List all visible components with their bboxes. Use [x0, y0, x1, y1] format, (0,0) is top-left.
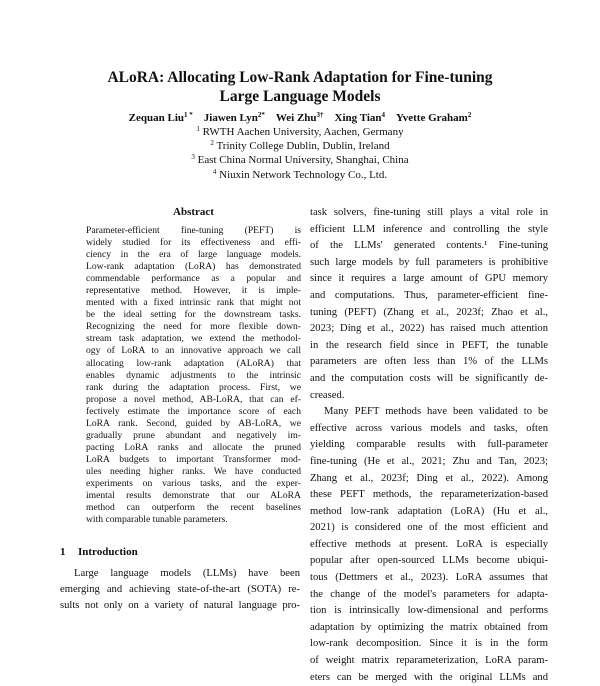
abstract-body: [86, 225, 301, 526]
abstract-line: mented with a fixed intrinsic rank that might not: [86, 297, 301, 309]
right-column-line: tion is intrinsically low-dimensional and performs: [310, 605, 548, 617]
right-column-line: tous (Dettmers et al., 2023). LoRA assumes that: [310, 572, 548, 584]
abstract-line: ules needing higher ranks. We have conducted: [86, 465, 301, 477]
right-column-line: the change of the model's parameters for adapta-: [310, 588, 548, 600]
abstract-line: widely studied for its effectiveness and effi-: [86, 237, 301, 249]
affiliation: [60, 168, 540, 182]
right-column-line: efficient LLM inference and controlling the style: [310, 223, 548, 235]
author-affiliation-mark: 2*: [257, 111, 265, 119]
abstract-line: with comparable tunable parameters.: [86, 514, 228, 526]
section-number: 1: [60, 546, 66, 558]
right-column-line: fine-tuning (He et al., 2021; Zhu and Tan, 2023;: [310, 455, 548, 467]
affiliation-text: RWTH Aachen University, Aachen, Germany: [199, 126, 404, 138]
right-column-line: effective across various models and tasks, often: [310, 422, 548, 434]
title-line: ALoRA: Allocating Low-Rank Adaptation for Fine-tuning: [107, 69, 493, 86]
abstract-line: representative method. However, it is imple-: [86, 285, 301, 297]
affiliation-mark: 2: [210, 139, 214, 148]
right-column-line: low-rank decomposition. Since it is in the form: [310, 638, 548, 650]
abstract-line: imental results demonstrate that our ALoRA: [86, 490, 301, 502]
abstract-line: be the ideal setting for the downstream tasks.: [86, 309, 301, 321]
affiliation: [60, 153, 540, 167]
right-column-line: these PEFT methods, the reparameterization-based: [310, 489, 548, 501]
affiliation-text: East China Normal University, Shanghai, China: [194, 154, 409, 167]
right-column-line: popular after open-sourced LLMs become ubiqui-: [310, 555, 548, 567]
author: [396, 112, 471, 124]
right-column-line: of the LLMs' generated contents.¹ Fine-tuning: [310, 240, 548, 252]
author-name: Wei Zhu: [275, 112, 317, 124]
right-column-line: 2021) is considered one of the most efficient and: [310, 522, 548, 534]
affiliation-mark: 3: [191, 153, 195, 162]
abstract-line: ciency in the era of large language models.: [86, 249, 301, 261]
author: [204, 112, 265, 124]
abstract-line: fectively estimate the importance score of each: [86, 405, 301, 417]
abstract-line: method can outperform the recent baselines: [86, 502, 301, 514]
right-column-line: 2023; Ding et al., 2022) has raised much attention: [310, 323, 548, 335]
author-affiliation-mark: 3†: [316, 111, 324, 119]
affiliation: [60, 139, 540, 153]
abstract-line: LoRA budgets to important Transformer mod-: [86, 453, 301, 465]
right-column-line: yielding comparable results with full-parameter: [310, 439, 548, 451]
abstract-line: allocating low-rank adaptation (ALoRA) that: [86, 357, 301, 369]
affiliation-text: Niuxin Network Technology Co., Ltd.: [216, 168, 388, 181]
abstract-line: enables dynamic adjustments to the intrinsic: [86, 369, 301, 381]
right-column-line: and computations. Thus, parameter-efficient fine-: [310, 289, 548, 301]
author: [276, 112, 324, 124]
affiliation-mark: 1: [196, 125, 200, 133]
abstract-line: Recognizing the need for more flexible down-: [86, 321, 301, 333]
right-column-line: Many PEFT methods have been validated to be: [324, 406, 548, 418]
abstract-line: rank during the adaptation process. First, we: [86, 381, 301, 393]
title-line: Large Language Models: [219, 88, 381, 105]
author-affiliation-mark: 2: [467, 111, 472, 119]
right-column-line: task solvers, fine-tuning still plays a vital role in: [310, 207, 548, 218]
right-column-line: creased.: [310, 389, 345, 401]
right-column-text: [310, 205, 548, 686]
right-column-line: since it requires a large amount of GPU memory: [310, 273, 548, 285]
right-column-line: effective methods at present. LoRA is especially: [310, 538, 548, 550]
abstract-line: ogy of LoRA to an innovative approach we call: [86, 345, 301, 357]
abstract-line: propose a novel method, AB-LoRA, that can ef-: [86, 393, 301, 405]
author-name: Jiawen Lyn: [203, 112, 258, 124]
right-column-line: and the computation costs will be significantly de-: [310, 372, 548, 384]
intro-line: sults not only on a variety of natural language pro-: [60, 600, 300, 612]
author-affiliation-mark: 1 *: [184, 111, 193, 119]
abstract-line: LoRA rank. Second, guided by AB-LoRA, we: [86, 417, 301, 429]
right-column-line: method low-rank adaptation (LoRA) (Hu et al.,: [310, 505, 548, 517]
abstract-line: Low-rank adaptation (LoRA) has demonstrated: [86, 261, 301, 273]
right-column-line: adaptation by optimizing the matrix obtained from: [310, 621, 548, 633]
right-column-line: eters can be merged with the original LLMs and: [310, 671, 548, 683]
abstract-line: stream task adaptation, we extend the methodol-: [86, 333, 301, 345]
right-column-line: such large models by full parameters is prohibitive: [310, 256, 548, 268]
paragraph: [310, 205, 548, 404]
right-column-line: of weight matrix reparameterization, LoRA param-: [310, 655, 548, 667]
intro-line: Large language models (LLMs) have been: [74, 568, 300, 579]
affiliation-list: [60, 125, 540, 182]
author-list: [60, 111, 540, 125]
intro-line: emerging and achieving state-of-the-art (SOTA) re-: [60, 584, 300, 596]
section-heading-introduction: [60, 545, 300, 559]
abstract-line: experiments on various tasks, and the exper-: [86, 477, 301, 489]
abstract-line: Parameter-efficient fine-tuning (PEFT) is: [86, 225, 301, 236]
author-affiliation-mark: 4: [381, 111, 386, 119]
paper-title: [60, 68, 540, 106]
abstract-heading: Abstract: [173, 206, 214, 218]
author-name: Xing Tian: [334, 112, 382, 124]
right-column-line: Zhang et al., 2023f; Ding et al., 2022). Among: [310, 472, 548, 484]
abstract-line: gradually prune abundant and negatively im-: [86, 429, 301, 441]
affiliation-mark: 4: [212, 167, 217, 176]
right-column-line: parameters are often less than 1% of the LLMs: [310, 356, 548, 368]
section-title: Introduction: [78, 546, 138, 558]
paragraph: [310, 404, 548, 686]
affiliation-text: Trinity College Dublin, Dublin, Ireland: [213, 140, 390, 153]
author: [335, 112, 385, 124]
abstract-line: commendable performance as a popular and: [86, 273, 301, 285]
introduction-text: [60, 566, 300, 615]
abstract-line: pacting LoRA ranks and allocate the pruned: [86, 441, 301, 453]
author-name: Zequan Liu: [128, 112, 185, 124]
affiliation: [60, 125, 540, 139]
author-name: Yvette Graham: [396, 112, 468, 124]
author: [129, 112, 193, 124]
right-column-line: tuning (PEFT) (Zhang et al., 2023f; Zhao et al.,: [310, 306, 548, 318]
right-column-line: in the research field since in PEFT, the tunable: [310, 339, 548, 351]
